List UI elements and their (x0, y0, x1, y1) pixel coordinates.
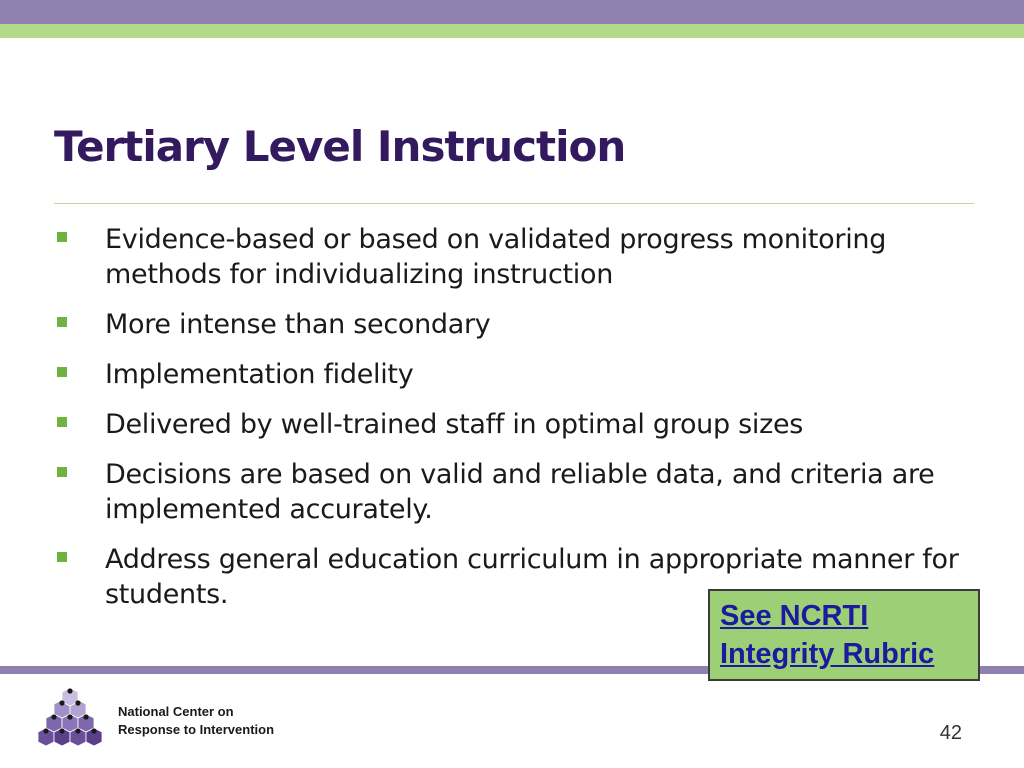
square-bullet-icon (57, 232, 67, 242)
rubric-link-line-1[interactable]: See NCRTI (720, 600, 869, 632)
bullet-text: Delivered by well-trained staff in optimal group sizes (105, 409, 804, 440)
bullet-item (52, 357, 992, 392)
slide-title: Tertiary Level Instruction (54, 122, 626, 171)
bullet-item (52, 222, 992, 292)
rubric-link-line-2[interactable]: Integrity Rubric (720, 638, 935, 670)
bullet-item (52, 457, 992, 527)
bullet-list (52, 222, 992, 627)
square-bullet-icon (57, 467, 67, 477)
bullet-text: Address general education curriculum in appropriate manner for students. (105, 544, 959, 610)
org-name-line-2: Response to Intervention (118, 722, 275, 737)
cube-stack-logo-icon (38, 688, 110, 752)
organization-name (118, 703, 274, 739)
square-bullet-icon (57, 417, 67, 427)
square-bullet-icon (57, 552, 67, 562)
square-bullet-icon (57, 367, 67, 377)
bullet-text: More intense than secondary (105, 309, 491, 340)
rubric-callout-box (708, 589, 980, 681)
bullet-text: Evidence-based or based on validated progress monitoring methods for individualizing instruction (105, 224, 887, 290)
square-bullet-icon (57, 317, 67, 327)
bullet-item (52, 407, 992, 442)
header-band-purple (0, 0, 1024, 24)
bullet-text: Implementation fidelity (105, 359, 414, 390)
org-name-line-1: National Center on (118, 704, 234, 719)
slide-number: 42 (939, 722, 962, 744)
bullet-text: Decisions are based on valid and reliable data, and criteria are implemented accurately. (105, 459, 935, 525)
bullet-item (52, 307, 992, 342)
title-divider (54, 203, 974, 204)
header-band-green (0, 24, 1024, 38)
